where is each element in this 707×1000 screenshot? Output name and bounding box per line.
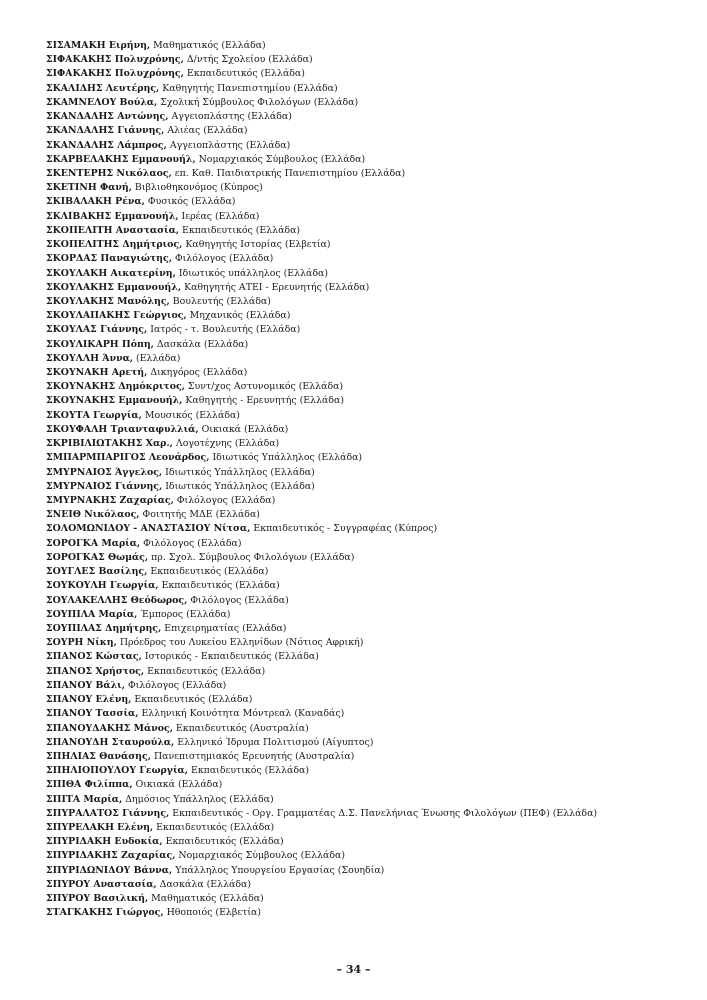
list-item bbox=[46, 665, 686, 679]
person-description: Φιλόλογος (Ελλάδα) bbox=[173, 495, 276, 506]
list-item bbox=[46, 508, 686, 522]
person-name: ΣΙΣΑΜΑΚΗ Ειρήνη, bbox=[46, 40, 151, 51]
person-description: Εκπαιδευτικός (Ελλάδα) bbox=[183, 68, 305, 80]
list-item bbox=[46, 295, 686, 309]
person-name: ΣΚΟΥΛΑΠΑΚΗΣ Γεώργιος, bbox=[46, 310, 187, 322]
person-description: Μουσικός (Ελλάδα) bbox=[141, 409, 240, 421]
list-item bbox=[46, 67, 686, 81]
person-name: ΣΚΟΥΛΑΣ Γιάννης, bbox=[46, 324, 148, 336]
person-name: ΣΠΥΡΙΔΑΚΗ Ευδοκία, bbox=[46, 836, 163, 848]
person-description: Επιχειρηματίας (Ελλάδα) bbox=[161, 622, 287, 634]
person-description: Εκπαιδευτικός (Ελλάδα) bbox=[144, 665, 266, 677]
list-item bbox=[46, 821, 686, 835]
list-item bbox=[46, 622, 686, 636]
list-item bbox=[46, 849, 686, 863]
person-description: Υπάλληλος Υπουργείου Εργασίας (Σουηδία) bbox=[172, 864, 385, 876]
person-description: (Ελλάδα) bbox=[133, 352, 181, 364]
list-item bbox=[46, 267, 686, 281]
person-description: Φιλόλογος (Ελλάδα) bbox=[171, 253, 274, 265]
list-item bbox=[46, 224, 686, 238]
list-item bbox=[46, 139, 686, 153]
list-item bbox=[46, 778, 686, 792]
list-item bbox=[46, 82, 686, 96]
person-description: Βουλευτής (Ελλάδα) bbox=[169, 295, 271, 307]
person-description: Ιστορικός - Εκπαιδευτικός (Ελλάδα) bbox=[141, 651, 319, 663]
person-description: Ιδιωτικός Υπάλληλος (Ελλάδα) bbox=[162, 480, 315, 492]
person-description: Εκπαιδευτικός (Ελλάδα) bbox=[179, 224, 301, 236]
person-description: Εκπαιδευτικός (Ελλάδα) bbox=[162, 836, 284, 848]
person-description: Ιδιωτικός υπάλληλος (Ελλάδα) bbox=[175, 267, 328, 279]
person-name: ΣΟΥΡΗ Νίκη, bbox=[46, 637, 117, 649]
list-item bbox=[46, 722, 686, 736]
person-name: ΣΙΦΑΚΑΚΗΣ Πολυχρόνης, bbox=[46, 54, 184, 66]
person-description: Εκπαιδευτικός - Οργ. Γραμματέας Δ.Σ. Πανελήνιας Ένωσης Φιλολόγων (ΠΕΦ) (Ελλάδα) bbox=[169, 807, 598, 819]
person-description: Οικιακά (Ελλάδα) bbox=[198, 423, 289, 435]
list-item bbox=[46, 807, 686, 821]
person-name: ΣΚΟΠΕΛΙΤΗ Αναστασία, bbox=[46, 224, 180, 236]
person-name: ΣΠΑΝΟΣ Κώστας, bbox=[46, 651, 142, 663]
person-name: ΣΚΑΝΔΑΛΗΣ Αντώνης, bbox=[46, 111, 169, 123]
person-name: ΣΜΥΡΝΑΙΟΣ Άγγελος, bbox=[46, 466, 163, 478]
list-item bbox=[46, 110, 686, 124]
list-item bbox=[46, 281, 686, 295]
person-description: Δασκάλα (Ελλάδα) bbox=[153, 338, 249, 350]
person-name: ΣΟΡΟΓΚΑ Μαρία, bbox=[46, 537, 141, 549]
list-item bbox=[46, 96, 686, 110]
person-name: ΣΚΟΥΛΛΗ Άννα, bbox=[46, 352, 134, 364]
person-description: Ιερέας (Ελλάδα) bbox=[178, 210, 260, 222]
person-description: Βιβλιοθηκονόμος (Κύπρος) bbox=[131, 182, 263, 194]
person-description: Καθηγητής - Ερευνητής (Ελλάδα) bbox=[182, 395, 344, 407]
person-description: Έμπορος (Ελλάδα) bbox=[137, 608, 231, 620]
person-name: ΣΚΡΙΒΙΛΙΩΤΑΚΗΣ Χαρ., bbox=[46, 438, 173, 450]
list-item bbox=[46, 565, 686, 579]
person-description: Οικιακά (Ελλάδα) bbox=[132, 779, 223, 791]
person-name: ΣΟΡΟΓΚΑΣ Θωμάς, bbox=[46, 551, 149, 563]
person-description: Εκπαιδευτικός (Αυστραλία) bbox=[172, 722, 309, 734]
person-name: ΣΠΑΝΟΣ Χρήστος, bbox=[46, 665, 145, 677]
person-description: Εκπαιδευτικός (Ελλάδα) bbox=[158, 580, 280, 592]
person-description: Εκπαιδευτικός (Ελλάδα) bbox=[147, 566, 269, 578]
list-item bbox=[46, 878, 686, 892]
person-name: ΣΠΥΡΟΥ Αναστασία, bbox=[46, 878, 157, 890]
person-name: ΣΜΥΡΝΑΙΟΣ Γιάννης, bbox=[46, 480, 163, 492]
list-item bbox=[46, 380, 686, 394]
person-description: Καθηγητής Ιστορίας (Ελβετία) bbox=[182, 239, 331, 251]
person-name: ΣΚΑΝΔΑΛΗΣ Γιάννης, bbox=[46, 125, 165, 137]
list-item bbox=[46, 39, 686, 53]
person-description: Μαθηματικός (Ελλάδα) bbox=[148, 893, 264, 905]
list-item bbox=[46, 53, 686, 67]
person-description: Αλιέας (Ελλάδα) bbox=[164, 125, 248, 137]
list-item bbox=[46, 636, 686, 650]
person-name: ΣΠΑΝΟΥ Βάλι, bbox=[46, 679, 125, 691]
person-description: Ιδιωτικός Υπάλληλος (Ελλάδα) bbox=[209, 452, 363, 464]
person-description: Ελληνική Κοινότητα Μόντρεαλ (Καναδάς) bbox=[138, 708, 345, 720]
person-description: πρ. Σχολ. Σύμβουλος Φιλολόγων (Ελλάδα) bbox=[148, 551, 355, 563]
person-name: ΣΚΑΝΔΑΛΗΣ Λάμπρος, bbox=[46, 139, 167, 151]
person-name: ΣΚΙΒΑΛΑΚΗ Ρένα, bbox=[46, 196, 145, 208]
list-item bbox=[46, 238, 686, 252]
list-item bbox=[46, 167, 686, 181]
person-name: ΣΠΥΡΟΥ Βασιλική, bbox=[46, 893, 149, 905]
list-item bbox=[46, 195, 686, 209]
person-description: Μαθηματικός (Ελλάδα) bbox=[150, 40, 266, 51]
list-item bbox=[46, 835, 686, 849]
list-item bbox=[46, 323, 686, 337]
list-item bbox=[46, 451, 686, 465]
list-item bbox=[46, 466, 686, 480]
list-item bbox=[46, 252, 686, 266]
person-description: επ. Καθ. Παιδιατρικής Πανεπιστημίου (Ελλάδα) bbox=[171, 167, 406, 179]
list-item bbox=[46, 693, 686, 707]
list-item bbox=[46, 764, 686, 778]
person-name: ΣΟΥΠΙΛΑΣ Δημήτρης, bbox=[46, 622, 162, 634]
person-name: ΣΚΟΥΝΑΚΗΣ Δημόκριτος, bbox=[46, 381, 185, 393]
list-item bbox=[46, 494, 686, 508]
list-item bbox=[46, 793, 686, 807]
person-name: ΣΚΑΜΝΕΛΟΥ Βούλα, bbox=[46, 96, 158, 108]
person-description: Πανεπιστημιακός Ερευνητής (Αυστραλία) bbox=[150, 750, 355, 762]
list-item bbox=[46, 181, 686, 195]
list-item bbox=[46, 153, 686, 167]
person-name: ΣΟΥΚΟΥΛΗ Γεωργία, bbox=[46, 580, 159, 592]
person-name: ΣΟΥΛΑΚΕΛΛΗΣ Θεόδωρος, bbox=[46, 594, 188, 606]
person-name: ΣΟΥΓΛΕΣ Βασίλης, bbox=[46, 566, 148, 578]
person-name: ΣΚΟΥΛΑΚΗΣ Εμμανουήλ, bbox=[46, 281, 182, 293]
list-item bbox=[46, 594, 686, 608]
person-description: Δ/ντής Σχολείου (Ελλάδα) bbox=[183, 54, 313, 66]
list-item bbox=[46, 338, 686, 352]
person-description: Ιδιωτικός Υπάλληλος (Ελλάδα) bbox=[162, 466, 315, 478]
person-name: ΣΠΥΡΙΔΩΝΙΔΟΥ Βάννα, bbox=[46, 864, 173, 876]
person-name: ΣΚΟΥΤΑ Γεωργία, bbox=[46, 409, 142, 421]
list-item bbox=[46, 366, 686, 380]
person-description: Εκπαιδευτικός - Συγγραφέας (Κύπρος) bbox=[250, 523, 438, 535]
person-name: ΣΚΑΛΙΔΗΣ Λευτέρης, bbox=[46, 82, 160, 94]
person-description: Σχολική Σύμβουλος Φιλολόγων (Ελλάδα) bbox=[157, 96, 359, 108]
person-description: Νομαρχιακός Σύμβουλος (Ελλάδα) bbox=[195, 153, 366, 165]
person-name: ΣΚΟΥΝΑΚΗ Αρετή, bbox=[46, 367, 148, 379]
person-description: Πρόεδρος του Λυκείου Ελληνίδων (Νότιος Αφρική) bbox=[116, 637, 364, 649]
person-description: Φυσικός (Ελλάδα) bbox=[144, 196, 236, 208]
list-item bbox=[46, 906, 686, 920]
person-description: Ελληνικό Ίδρυμα Πολιτισμού (Αίγυπτος) bbox=[174, 736, 374, 748]
person-name: ΣΠΑΝΟΥ Τασσία, bbox=[46, 708, 139, 720]
list-item bbox=[46, 480, 686, 494]
person-name: ΣΚΟΥΛΑΚΗΣ Μανόλης, bbox=[46, 295, 170, 307]
person-description: Ιατρός - τ. Βουλευτής (Ελλάδα) bbox=[147, 324, 301, 336]
list-item bbox=[46, 707, 686, 721]
person-name: ΣΚΟΥΛΑΚΗ Αικατερίνη, bbox=[46, 267, 176, 279]
list-item bbox=[46, 352, 686, 366]
list-item bbox=[46, 864, 686, 878]
person-name: ΣΠΥΡΕΛΑΚΗ Ελένη, bbox=[46, 822, 154, 834]
person-name: ΣΚΛΙΒΑΚΗΣ Εμμανουήλ, bbox=[46, 210, 179, 222]
person-name: ΣΠΙΤΑ Μαρία, bbox=[46, 793, 123, 805]
list-item bbox=[46, 309, 686, 323]
person-name: ΣΚΕΝΤΕΡΗΣ Νικόλαος, bbox=[46, 167, 172, 179]
person-description: Ηθοποιός (Ελβετία) bbox=[163, 907, 261, 919]
person-description: Καθηγητής ΑΤΕΙ - Ερευνητής (Ελλάδα) bbox=[181, 281, 370, 293]
person-name: ΣΚΟΥΝΑΚΗΣ Εμμανουήλ, bbox=[46, 395, 183, 407]
list-item bbox=[46, 124, 686, 138]
list-item bbox=[46, 210, 686, 224]
person-name: ΣΠΗΛΙΟΠΟΥΛΟΥ Γεωργία, bbox=[46, 765, 188, 777]
person-name: ΣΠΑΝΟΥΔΑΚΗΣ Μάνος, bbox=[46, 722, 173, 734]
person-description: Φιλόλογος (Ελλάδα) bbox=[140, 537, 242, 549]
list-item bbox=[46, 394, 686, 408]
person-name: ΣΠΑΝΟΥ Ελένη, bbox=[46, 694, 132, 706]
person-description: Λογοτέχνης (Ελλάδα) bbox=[172, 438, 280, 450]
person-description: Δασκάλα (Ελλάδα) bbox=[156, 878, 251, 890]
person-name: ΣΠΥΡΙΔΑΚΗΣ Ζαχαρίας, bbox=[46, 850, 176, 862]
person-description: Φιλόλογος (Ελλάδα) bbox=[124, 679, 227, 691]
person-description: Φιλόλογος (Ελλάδα) bbox=[187, 594, 289, 606]
person-name: ΣΜΥΡΝΑΚΗΣ Ζαχαρίας, bbox=[46, 495, 174, 506]
list-item bbox=[46, 892, 686, 906]
person-description: Εκπαιδευτικός (Ελλάδα) bbox=[188, 765, 309, 777]
person-name: ΣΝΕΙΘ Νικόλαος, bbox=[46, 509, 140, 521]
list-item bbox=[46, 750, 686, 764]
person-name: ΣΟΥΠΙΛΑ Μαρία, bbox=[46, 608, 138, 620]
person-name: ΣΚΑΡΒΕΛΑΚΗΣ Εμμανουήλ, bbox=[46, 153, 196, 165]
person-description: Εκπαιδευτικός (Ελλάδα) bbox=[131, 694, 253, 706]
person-description: Αγγειοπλάστης (Ελλάδα) bbox=[166, 139, 291, 151]
person-description: Νομαρχιακός Σύμβουλος (Ελλάδα) bbox=[175, 850, 345, 862]
name-list bbox=[46, 39, 686, 921]
list-item bbox=[46, 423, 686, 437]
list-item bbox=[46, 679, 686, 693]
list-item bbox=[46, 608, 686, 622]
page-number: – 34 – bbox=[336, 963, 371, 976]
person-name: ΣΙΦΑΚΑΚΗΣ Πολυχρόνης, bbox=[46, 68, 184, 80]
person-description: Συντ/χος Αστυνομικός (Ελλάδα) bbox=[184, 381, 344, 393]
person-name: ΣΚΟΥΦΑΛΗ Τριανταφυλλιά, bbox=[46, 423, 199, 435]
person-name: ΣΠΑΝΟΥΔΗ Σταυρούλα, bbox=[46, 736, 175, 748]
list-item bbox=[46, 537, 686, 551]
person-name: ΣΚΟΥΛΙΚΑΡΗ Πόπη, bbox=[46, 338, 154, 350]
person-name: ΣΠΗΛΙΑΣ Θανάσης, bbox=[46, 750, 151, 762]
person-description: Αγγειοπλάστης (Ελλάδα) bbox=[168, 111, 292, 123]
person-description: Μηχανικός (Ελλάδα) bbox=[186, 310, 291, 322]
person-description: Καθηγητής Πανεπιστημίου (Ελλάδα) bbox=[159, 82, 338, 94]
person-name: ΣΚΟΡΔΑΣ Παναγιώτης, bbox=[46, 253, 172, 265]
list-item bbox=[46, 551, 686, 565]
person-name: ΣΠΥΡΑΛΑΤΟΣ Γιάννης, bbox=[46, 807, 170, 819]
list-item bbox=[46, 409, 686, 423]
person-name: ΣΚΟΠΕΛΙΤΗΣ Δημήτριος, bbox=[46, 239, 183, 251]
person-name: ΣΟΛΟΜΩΝΙΔΟΥ - ΑΝΑΣΤΑΣΙΟΥ Νίτσα, bbox=[46, 523, 251, 535]
list-item bbox=[46, 437, 686, 451]
list-item bbox=[46, 522, 686, 536]
person-description: Δημόσιος Υπάλληλος (Ελλάδα) bbox=[122, 793, 274, 805]
person-description: Δικηγόρος (Ελλάδα) bbox=[147, 367, 248, 379]
person-name: ΣΜΠΑΡΜΠΑΡΙΓΟΣ Λεονάρδος, bbox=[46, 452, 210, 464]
person-name: ΣΚΕΤΙΝΗ Φανή, bbox=[46, 182, 132, 194]
person-name: ΣΠΙΘΑ Φιλίππα, bbox=[46, 779, 133, 791]
person-description: Εκπαιδευτικός (Ελλάδα) bbox=[153, 822, 275, 834]
list-item bbox=[46, 650, 686, 664]
list-item bbox=[46, 736, 686, 750]
list-item bbox=[46, 579, 686, 593]
person-name: ΣΤΑΓΚΑΚΗΣ Γιώργος, bbox=[46, 907, 164, 919]
person-description: Φοιτητής ΜΔΕ (Ελλάδα) bbox=[139, 509, 260, 521]
